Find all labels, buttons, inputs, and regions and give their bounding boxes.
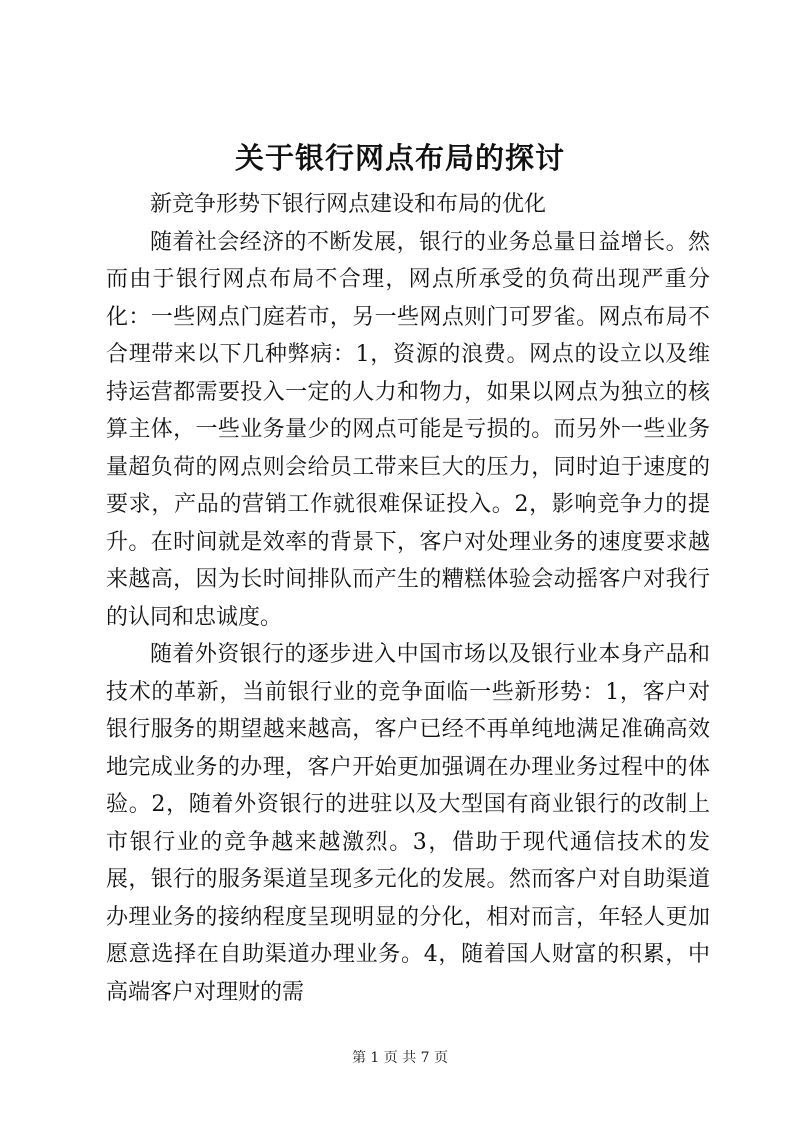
document-title: 关于银行网点布局的探讨 — [234, 141, 565, 175]
document-body — [106, 186, 710, 1011]
body-paragraph: 随着社会经济的不断发展，银行的业务总量日益增长。然而由于银行网点布局不合理，网点所承受的负荷出现严重分化：一些网点门庭若市，另一些网点则门可罗雀。网点布局不合理带来以下几种弊病：1，资源的浪费。网点的设立以及维持运营都需要投入一定的人力和物力，如果以网点为独立的核算主体，一些业务量少的网点可能是亏损的。而另外一些业务量超负荷的网点则会给员工带来巨大的压力，同时迫于速度的要求，产品的营销工作就很难保证投入。2，影响竞争力的提升。在时间就是效率的背景下，客户对处理业务的速度要求越来越高，因为长时间排队而产生的糟糕体验会动摇客户对我行的认同和忠诚度。 — [106, 229, 710, 630]
body-paragraph: 随着外资银行的逐步进入中国市场以及银行业本身产品和技术的革新，当前银行业的竞争面临一些新形势：1，客户对银行服务的期望越来越高，客户已经不再单纯地满足准确高效地完成业务的办理，客户开始更加强调在办理业务过程中的体验。2，随着外资银行的进驻以及大型国有商业银行的改制上市银行业的竞争越来越激烈。3，借助于现代通信技术的发展，银行的服务渠道呈现多元化的发展。然而客户对自助渠道办理业务的接纳程度呈现明显的分化，相对而言，年轻人更加愿意选择在自助渠道办理业务。4，随着国人财富的积累，中高端客户对理财的需 — [106, 642, 710, 1005]
page-number-footer: 第 1 页 共 7 页 — [351, 1050, 449, 1066]
subtitle-paragraph: 新竞争形势下银行网点建设和布局的优化 — [150, 192, 547, 217]
